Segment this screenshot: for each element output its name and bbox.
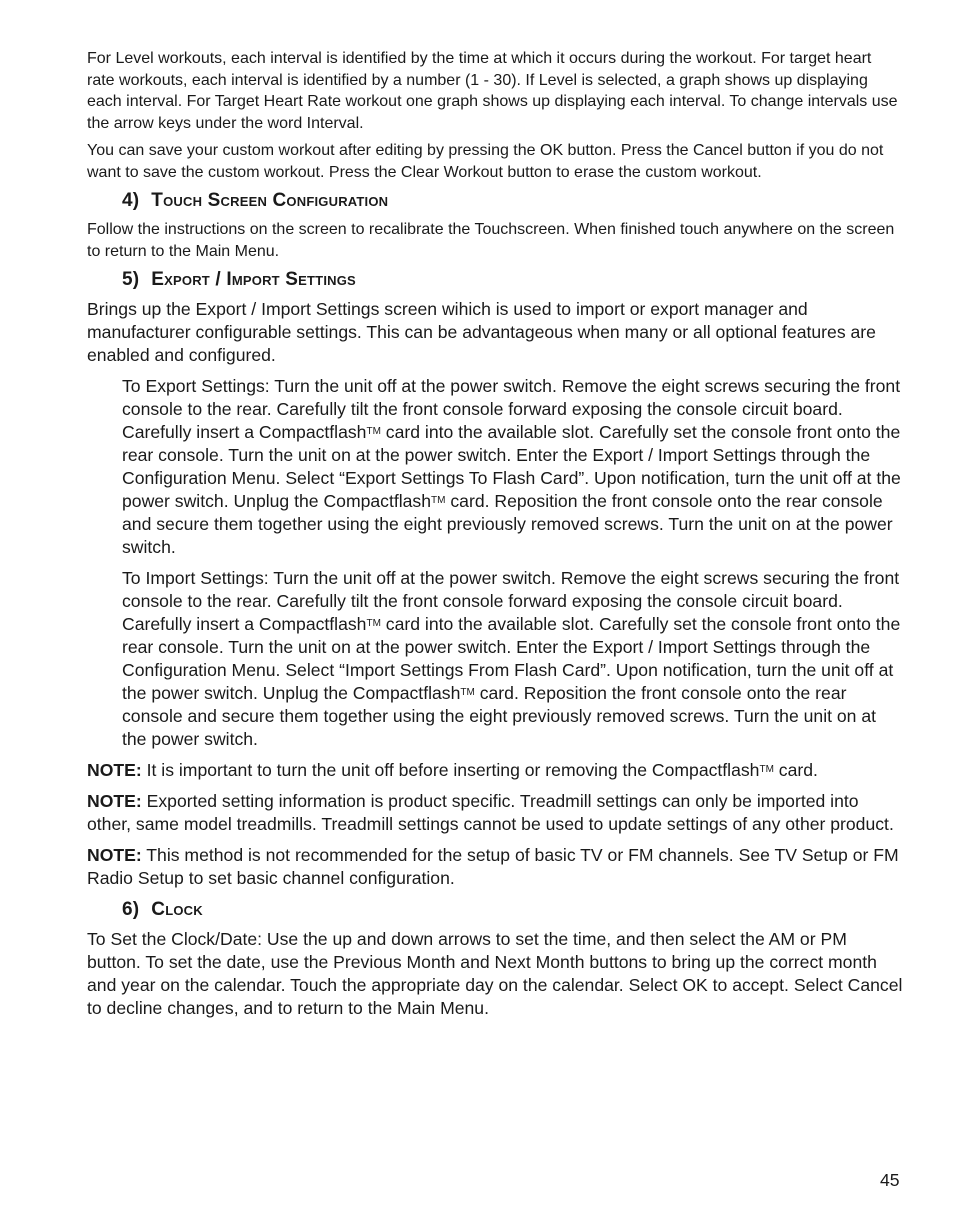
section-6-heading bbox=[122, 898, 903, 922]
section-5-title: Export / Import Settings bbox=[151, 269, 356, 290]
trademark-mark: TM bbox=[460, 687, 475, 698]
note-label: NOTE: bbox=[87, 760, 142, 780]
note-3 bbox=[87, 844, 903, 890]
intro-paragraph-2: You can save your custom workout after editing by pressing the OK button. Press the Cancel button if you do not want to save the custom workout. Press the Clear Workout button to erase the custom workout. bbox=[87, 142, 884, 181]
trademark-mark: TM bbox=[366, 426, 381, 437]
page-number: 45 bbox=[880, 1170, 900, 1190]
section-4-body: Follow the instructions on the screen to recalibrate the Touchscreen. When finished touch anywhere on the screen to return to the Main Menu. bbox=[87, 221, 895, 260]
note-1 bbox=[87, 759, 903, 782]
note-label: NOTE: bbox=[87, 791, 142, 811]
export-text-c: card. Reposition the front console onto the rear console and secure them together using the eight previously removed screws. Turn the unit on at the power switch. bbox=[122, 491, 893, 557]
section-6-title: Clock bbox=[151, 899, 203, 920]
trademark-mark: TM bbox=[759, 764, 774, 775]
trademark-mark: TM bbox=[366, 618, 381, 629]
note-2 bbox=[87, 790, 903, 836]
export-settings-paragraph bbox=[122, 375, 903, 559]
import-text-b: card into the available slot. Carefully set the console front onto the rear console. Turn the unit on at the power switch. Enter the Export / Import Settings through the Configuration Menu. Select “Import Settings From Flash Card”. Upon notification, turn the unit off at the power switch. Unplug the Compactflash bbox=[122, 614, 901, 703]
note-text: Exported setting information is product specific. Treadmill settings can only be imported into other, same model treadmills. Treadmill settings cannot be used to update settings of any other product. bbox=[87, 791, 894, 834]
page-content bbox=[87, 48, 903, 1020]
note-text: It is important to turn the unit off before inserting or removing the Compactflash bbox=[141, 760, 760, 780]
section-4-title: Touch Screen Configuration bbox=[151, 190, 389, 211]
section-5-number: 5) bbox=[122, 269, 140, 290]
intro-paragraph-1: For Level workouts, each interval is identified by the time at which it occurs during the workout. For target heart rate workouts, each interval is identified by a number (1 - 30). If Level is selected, a graph shows up displaying each interval. For Target Heart Rate workout one graph shows up displaying each interval. To change intervals use the arrow keys under the word Interval. bbox=[87, 50, 898, 132]
section-6-number: 6) bbox=[122, 899, 140, 920]
section-4-number: 4) bbox=[122, 190, 140, 211]
trademark-mark: TM bbox=[431, 495, 446, 506]
export-text-b: card into the available slot. Carefully set the console front onto the rear console. Turn the unit on at the power switch. Enter the Export / Import Settings through the Configuration Menu. Select “Export Settings To Flash Card”. Upon notification, turn the unit off at the power switch. Unplug the Compactflash bbox=[122, 422, 901, 511]
section-5-heading bbox=[122, 268, 903, 292]
import-text-c: card. Reposition the front console onto the rear console and secure them together using the eight previously removed screws. Turn the unit on at the power switch. bbox=[122, 683, 877, 749]
note-text: This method is not recommended for the setup of basic TV or FM channels. See TV Setup or FM Radio Setup to set basic channel configuration. bbox=[87, 845, 899, 888]
note-text-end: card. bbox=[773, 760, 818, 780]
export-text-a: To Export Settings: Turn the unit off at the power switch. Remove the eight screws securing the front console to the rear. Carefully tilt the front console forward exposing the console circuit board. Carefully insert a Compactflash bbox=[122, 376, 901, 442]
section-4-heading bbox=[122, 189, 903, 213]
import-settings-paragraph bbox=[122, 567, 903, 751]
note-label: NOTE: bbox=[87, 845, 142, 865]
import-text-a: To Import Settings: Turn the unit off at the power switch. Remove the eight screws securing the front console to the rear. Carefully tilt the front console forward exposing the console circuit board. Carefully insert a Compactflash bbox=[122, 568, 900, 634]
section-5-body: Brings up the Export / Import Settings screen wihich is used to import or export manager and manufacturer configurable settings. This can be advantageous when many or all optional features are enabled and configured. bbox=[87, 299, 876, 365]
section-6-body: To Set the Clock/Date: Use the up and down arrows to set the time, and then select the AM or PM button. To set the date, use the Previous Month and Next Month buttons to bring up the correct month and year on the calendar. Touch the appropriate day on the calendar. Select OK to accept. Select Cancel to decline changes, and to return to the Main Menu. bbox=[87, 929, 903, 1018]
